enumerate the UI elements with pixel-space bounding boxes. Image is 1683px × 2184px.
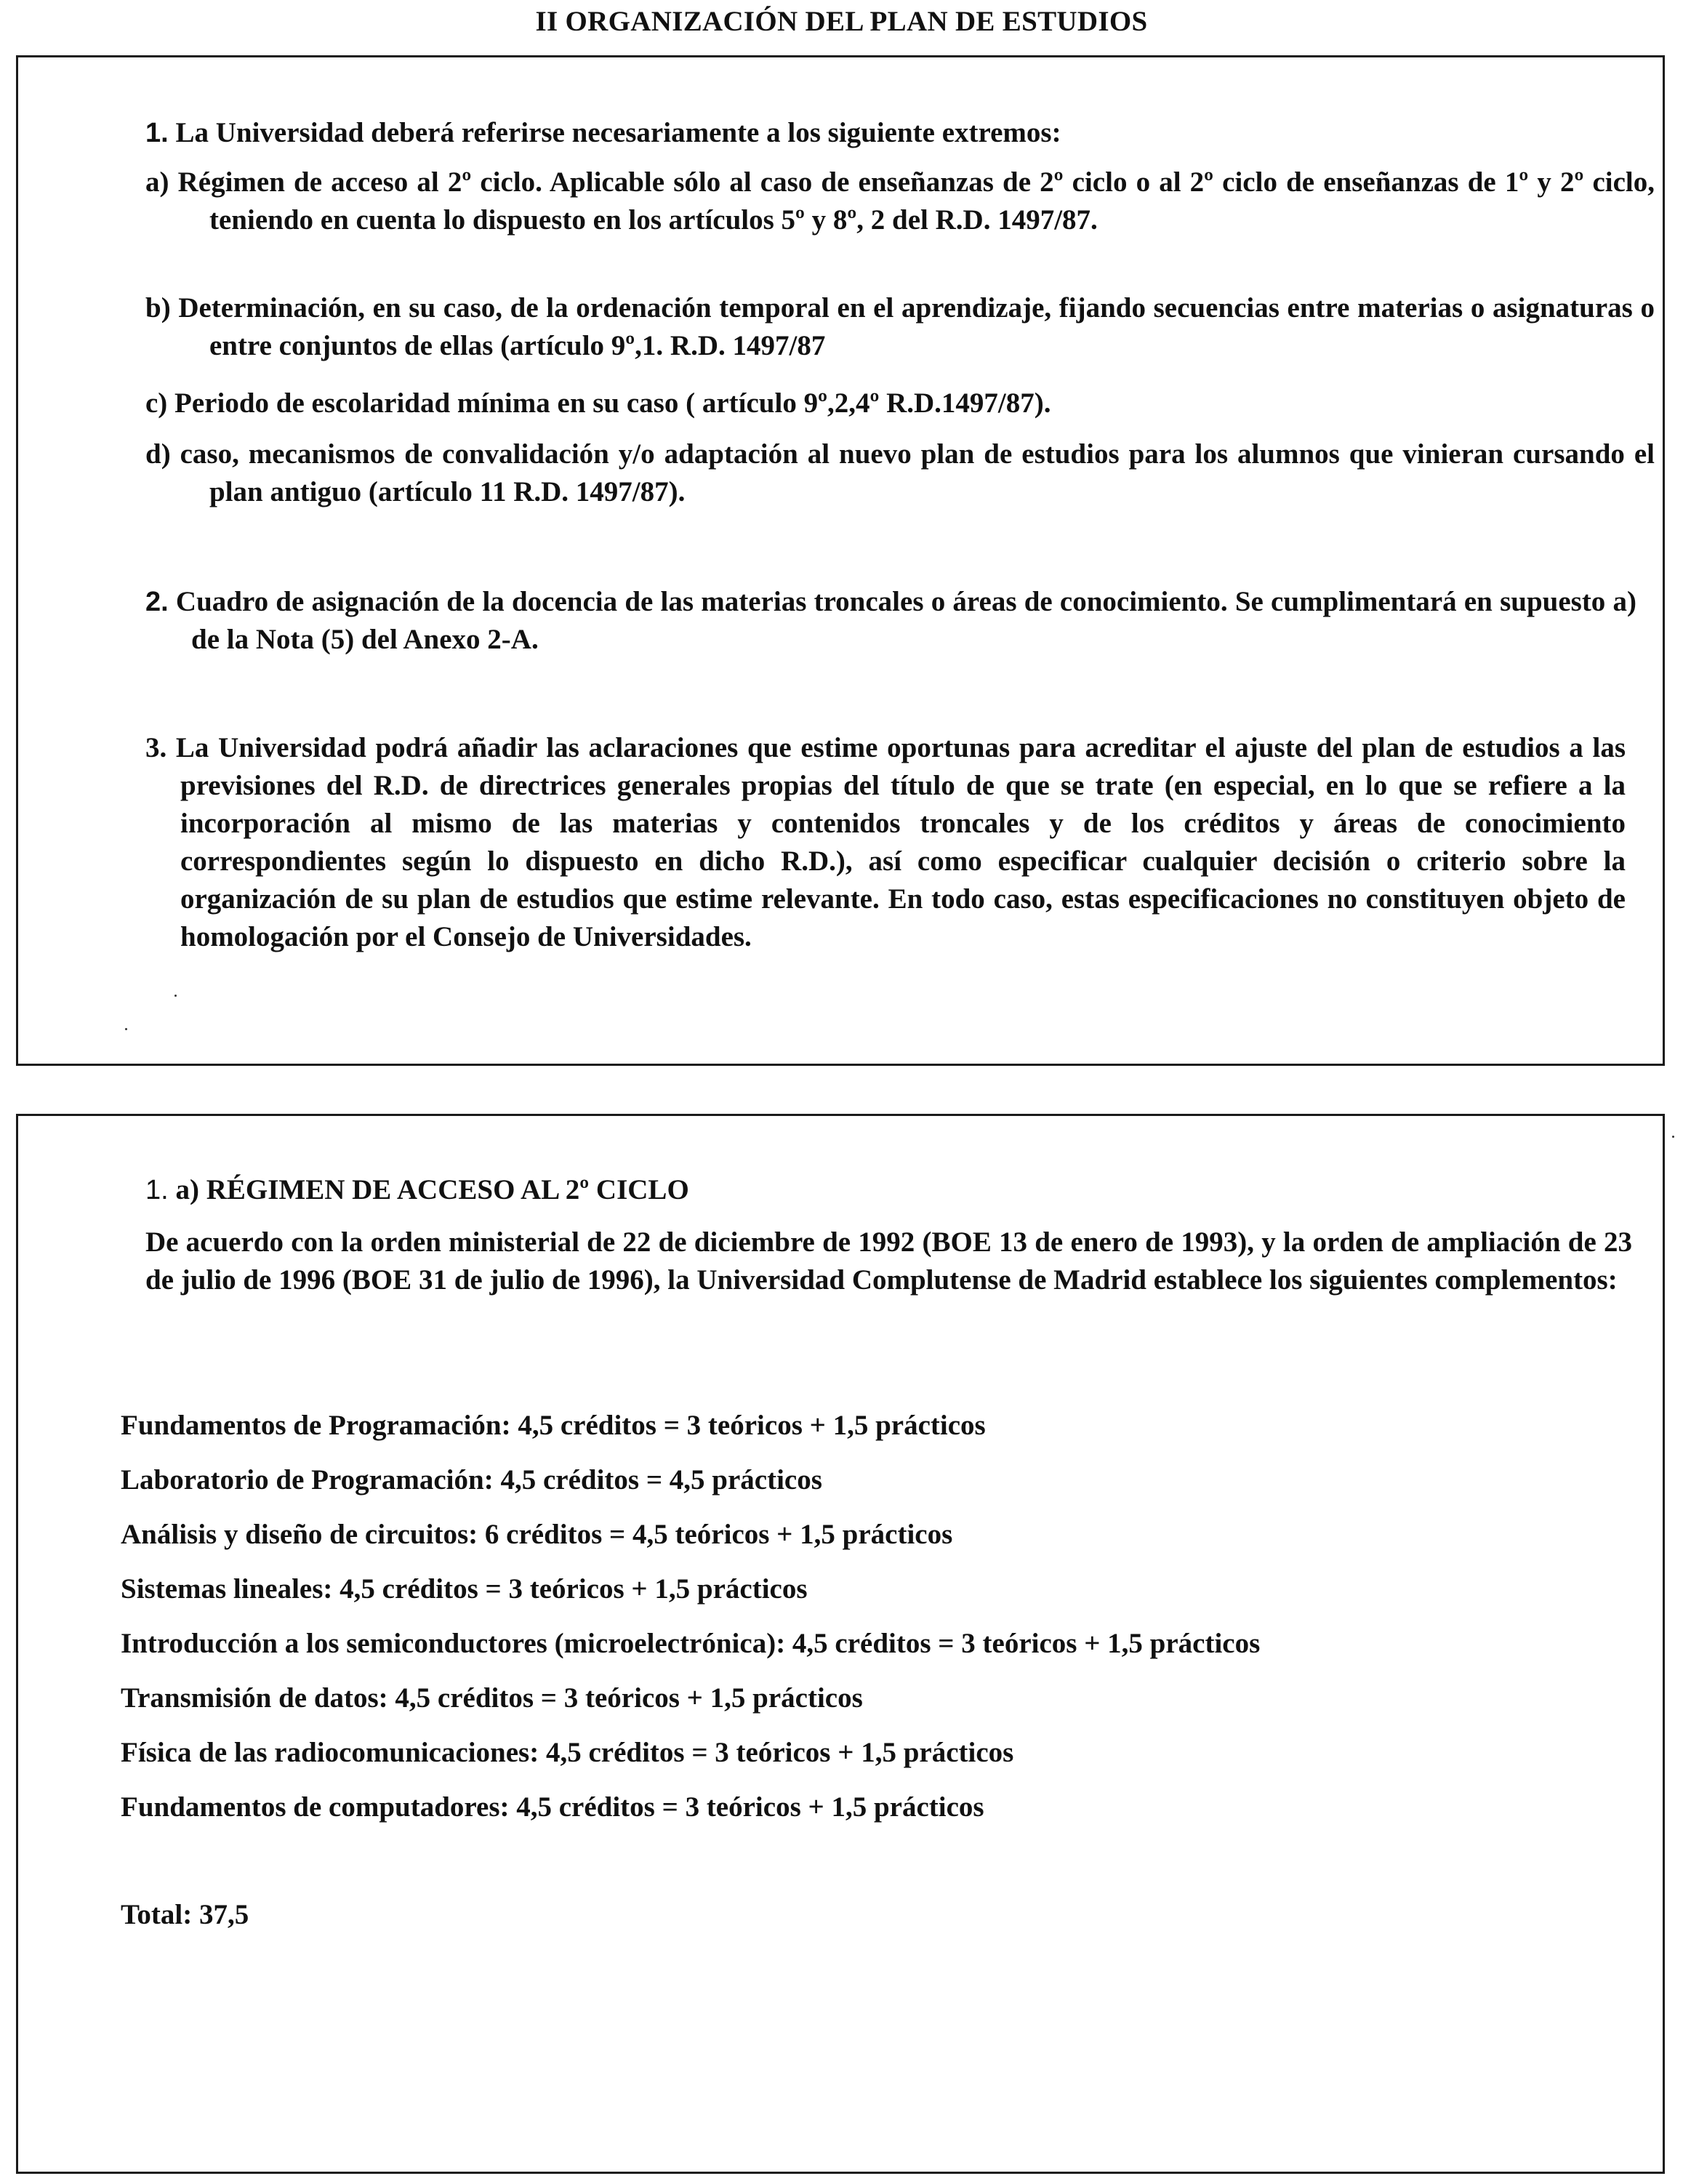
total-line: Total: 37,5 [121, 1899, 249, 1930]
item-2-text: Cuadro de asignación de la docencia de las materias troncales o áreas de conocimiento. Se cumplimentará en supuesto a) de la Nota (5) del Anexo 2-A. [175, 586, 1636, 655]
subject-line: Sistemas lineales: 4,5 créditos = 3 teóricos + 1,5 prácticos [121, 1573, 808, 1605]
item-2-number: 2. [145, 587, 169, 617]
item-1-number: 1. [145, 118, 169, 148]
instruction-item-a: a) Régimen de acceso al 2º ciclo. Aplicable sólo al caso de enseñanzas de 2º ciclo o al 2º ciclo de enseñanzas de 1º y 2º ciclo, teniendo en cuenta lo dispuesto en los artículos 5º y 8º, 2 del R.D. 1497/87. [145, 166, 1655, 236]
item-1-text: La Universidad deberá referirse necesariamente a los siguiente extremos: [175, 117, 1061, 148]
subject-line: Análisis y diseño de circuitos: 6 créditos = 4,5 teóricos + 1,5 prácticos [121, 1519, 953, 1550]
subject-line: Laboratorio de Programación: 4,5 créditos = 4,5 prácticos [121, 1464, 822, 1496]
subject-line: Fundamentos de Programación: 4,5 créditos = 3 teóricos + 1,5 prácticos [121, 1410, 986, 1441]
scan-speck [125, 1028, 127, 1030]
instruction-item-c: c) Periodo de escolaridad mínima en su caso ( artículo 9º,2,4º R.D.1497/87). [145, 388, 1051, 419]
subject-line: Física de las radiocomunicaciones: 4,5 créditos = 3 teóricos + 1,5 prácticos [121, 1737, 1014, 1768]
instruction-item-d: d) caso, mecanismos de convalidación y/o adaptación al nuevo plan de estudios para los alumnos que vinieran cursando el plan antiguo (artículo 11 R.D. 1497/87). [145, 438, 1655, 507]
section-intro: De acuerdo con la orden ministerial de 22 de diciembre de 1992 (BOE 13 de enero de 1993), y la orden de ampliación de 23 de julio de 1996 (BOE 31 de julio de 1996), la Universidad Complutense de Madrid establece los siguientes complementos: [145, 1227, 1632, 1296]
subject-line: Introducción a los semiconductores (microelectrónica): 4,5 créditos = 3 teóricos + 1,5 prácticos [121, 1628, 1261, 1659]
section-heading-number: 1. [145, 1175, 169, 1205]
scan-speck [1672, 1136, 1674, 1138]
instruction-item-3: 3. La Universidad podrá añadir las aclaraciones que estime oportunas para acreditar el ajuste del plan de estudios a las previsiones del R.D. de directrices generales propias del título de que se trate (en especial, en lo que se refiere a la incorporación al mismo de las materias y contenidos troncales y de los créditos y áreas de conocimiento correspondientes según lo dispuesto en dicho R.D.), así como especificar cualquier decisión o criterio sobre la organización de su plan de estudios que estime relevante. En todo caso, estas especificaciones no constituyen objeto de homologación por el Consejo de Universidades. [145, 732, 1626, 952]
scan-speck [174, 995, 177, 997]
subject-line: Transmisión de datos: 4,5 créditos = 3 teóricos + 1,5 prácticos [121, 1682, 863, 1714]
instruction-item-b: b) Determinación, en su caso, de la ordenación temporal en el aprendizaje, fijando secuencias entre materias o asignaturas o entre conjuntos de ellas (artículo 9º,1. R.D. 1497/87 [145, 292, 1655, 361]
page-title: II ORGANIZACIÓN DEL PLAN DE ESTUDIOS [535, 6, 1148, 37]
instruction-item-1 [145, 114, 1592, 152]
subject-line: Fundamentos de computadores: 4,5 créditos = 3 teóricos + 1,5 prácticos [121, 1791, 984, 1823]
section-heading [145, 1171, 1592, 1209]
section-heading-text: a) RÉGIMEN DE ACCESO AL 2º CICLO [175, 1174, 689, 1205]
instruction-item-2 [145, 583, 1636, 659]
